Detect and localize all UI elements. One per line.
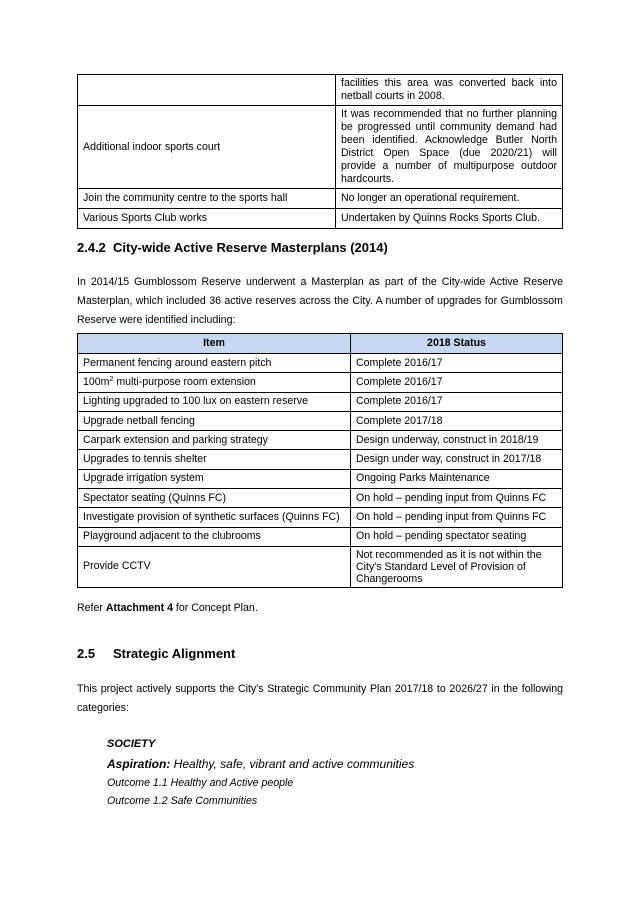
section-number: 2.4.2 bbox=[77, 240, 106, 255]
society-heading: SOCIETY bbox=[107, 738, 156, 750]
table-row bbox=[78, 546, 563, 587]
table-cell-status: facilities this area was converted back into netball courts in 2008. bbox=[336, 75, 563, 106]
table-row bbox=[78, 75, 563, 106]
table-cell-status: Undertaken by Quinns Rocks Sports Club. bbox=[336, 209, 563, 229]
table-row bbox=[78, 354, 563, 373]
table-header-row bbox=[78, 334, 563, 354]
table-cell-item: Investigate provision of synthetic surfaces (Quinns FC) bbox=[78, 508, 351, 527]
table-row bbox=[78, 411, 563, 430]
table-row bbox=[78, 489, 563, 508]
table-row bbox=[78, 392, 563, 411]
table-row bbox=[78, 469, 563, 488]
table-cell-item: Upgrade netball fencing bbox=[78, 411, 351, 430]
table-cell-item bbox=[78, 373, 351, 392]
column-header-item: Item bbox=[78, 334, 351, 354]
table-cell-item: Additional indoor sports court bbox=[78, 106, 336, 189]
table-cell-status: Complete 2016/17 bbox=[351, 373, 563, 392]
table-cell-status: On hold – pending input from Quinns FC bbox=[351, 508, 563, 527]
table-cell-item bbox=[78, 75, 336, 106]
table-row bbox=[78, 106, 563, 189]
section-heading-2-4-2 bbox=[77, 240, 388, 255]
column-header-status: 2018 Status bbox=[351, 334, 563, 354]
table-row bbox=[78, 508, 563, 527]
strategic-alignment-paragraph: This project actively supports the City's Strategic Community Plan 2017/18 to 2026/27 in the following categories: bbox=[77, 683, 563, 714]
superscript: 2 bbox=[109, 375, 114, 383]
table-cell-item: Carpark extension and parking strategy bbox=[78, 431, 351, 450]
table-cell-status: Complete 2016/17 bbox=[351, 392, 563, 411]
table-cell-status: Complete 2017/18 bbox=[351, 411, 563, 430]
table-cell-item: Upgrade irrigation system bbox=[78, 469, 351, 488]
refer-attachment-line bbox=[77, 599, 563, 618]
table-cell-item: Lighting upgraded to 100 lux on eastern reserve bbox=[78, 392, 351, 411]
table-cell-item: Playground adjacent to the clubrooms bbox=[78, 527, 351, 546]
section-title: Strategic Alignment bbox=[113, 646, 236, 661]
table-cell-status: Not recommended as it is not within the City's Standard Level of Provision of Changerooms bbox=[351, 546, 563, 587]
aspiration-line bbox=[107, 757, 414, 771]
masterplan-recommendations-table bbox=[77, 74, 563, 229]
aspiration-text: Healthy, safe, vibrant and active communities bbox=[170, 757, 415, 771]
table-cell-status: On hold – pending spectator seating bbox=[351, 527, 563, 546]
table-row bbox=[78, 209, 563, 229]
table-cell-status: Complete 2016/17 bbox=[351, 354, 563, 373]
table-cell-status: On hold – pending input from Quinns FC bbox=[351, 489, 563, 508]
table-cell-status: Ongoing Parks Maintenance bbox=[351, 469, 563, 488]
section-title: City-wide Active Reserve Masterplans (2014) bbox=[113, 240, 388, 255]
table-row bbox=[78, 450, 563, 469]
table-cell-item: Provide CCTV bbox=[78, 546, 351, 587]
table-cell-status: It was recommended that no further planning be progressed until community demand had been identified. Acknowledge Butler North District Open Space (due 2020/21) will provide a number of multipurpose outdoor hardcourts. bbox=[336, 106, 563, 189]
section-intro-paragraph: In 2014/15 Gumblossom Reserve underwent a Masterplan as part of the City-wide Active Reserve Masterplan, which included 36 active reserves across the City. A number of upgrades for Gumblossom Reserve were identified including: bbox=[77, 276, 563, 326]
outcome-1-2: Outcome 1.2 Safe Communities bbox=[107, 795, 258, 807]
table-cell-item: Permanent fencing around eastern pitch bbox=[78, 354, 351, 373]
table-cell-status: Design underway, construct in 2018/19 bbox=[351, 431, 563, 450]
table-row bbox=[78, 189, 563, 209]
item-text: 100m bbox=[83, 375, 110, 388]
table-row bbox=[78, 431, 563, 450]
table-row bbox=[78, 373, 563, 392]
section-heading-2-5 bbox=[77, 646, 235, 661]
table-cell-item: Various Sports Club works bbox=[78, 209, 336, 229]
attachment-reference: Attachment 4 bbox=[105, 602, 173, 614]
section-number: 2.5 bbox=[77, 646, 96, 661]
masterplan-status-table bbox=[77, 333, 563, 588]
table-cell-status: No longer an operational requirement. bbox=[336, 189, 563, 209]
table-cell-item: Upgrades to tennis shelter bbox=[78, 450, 351, 469]
table-cell-status: Design under way, construct in 2017/18 bbox=[351, 450, 563, 469]
table-row bbox=[78, 527, 563, 546]
refer-text: Refer bbox=[77, 602, 106, 614]
table-cell-item: Spectator seating (Quinns FC) bbox=[78, 489, 351, 508]
table-cell-item: Join the community centre to the sports hall bbox=[78, 189, 336, 209]
refer-text: for Concept Plan. bbox=[172, 602, 258, 614]
outcome-1-1: Outcome 1.1 Healthy and Active people bbox=[107, 777, 294, 789]
aspiration-label: Aspiration: bbox=[107, 757, 171, 771]
item-text: multi-purpose room extension bbox=[113, 375, 256, 388]
